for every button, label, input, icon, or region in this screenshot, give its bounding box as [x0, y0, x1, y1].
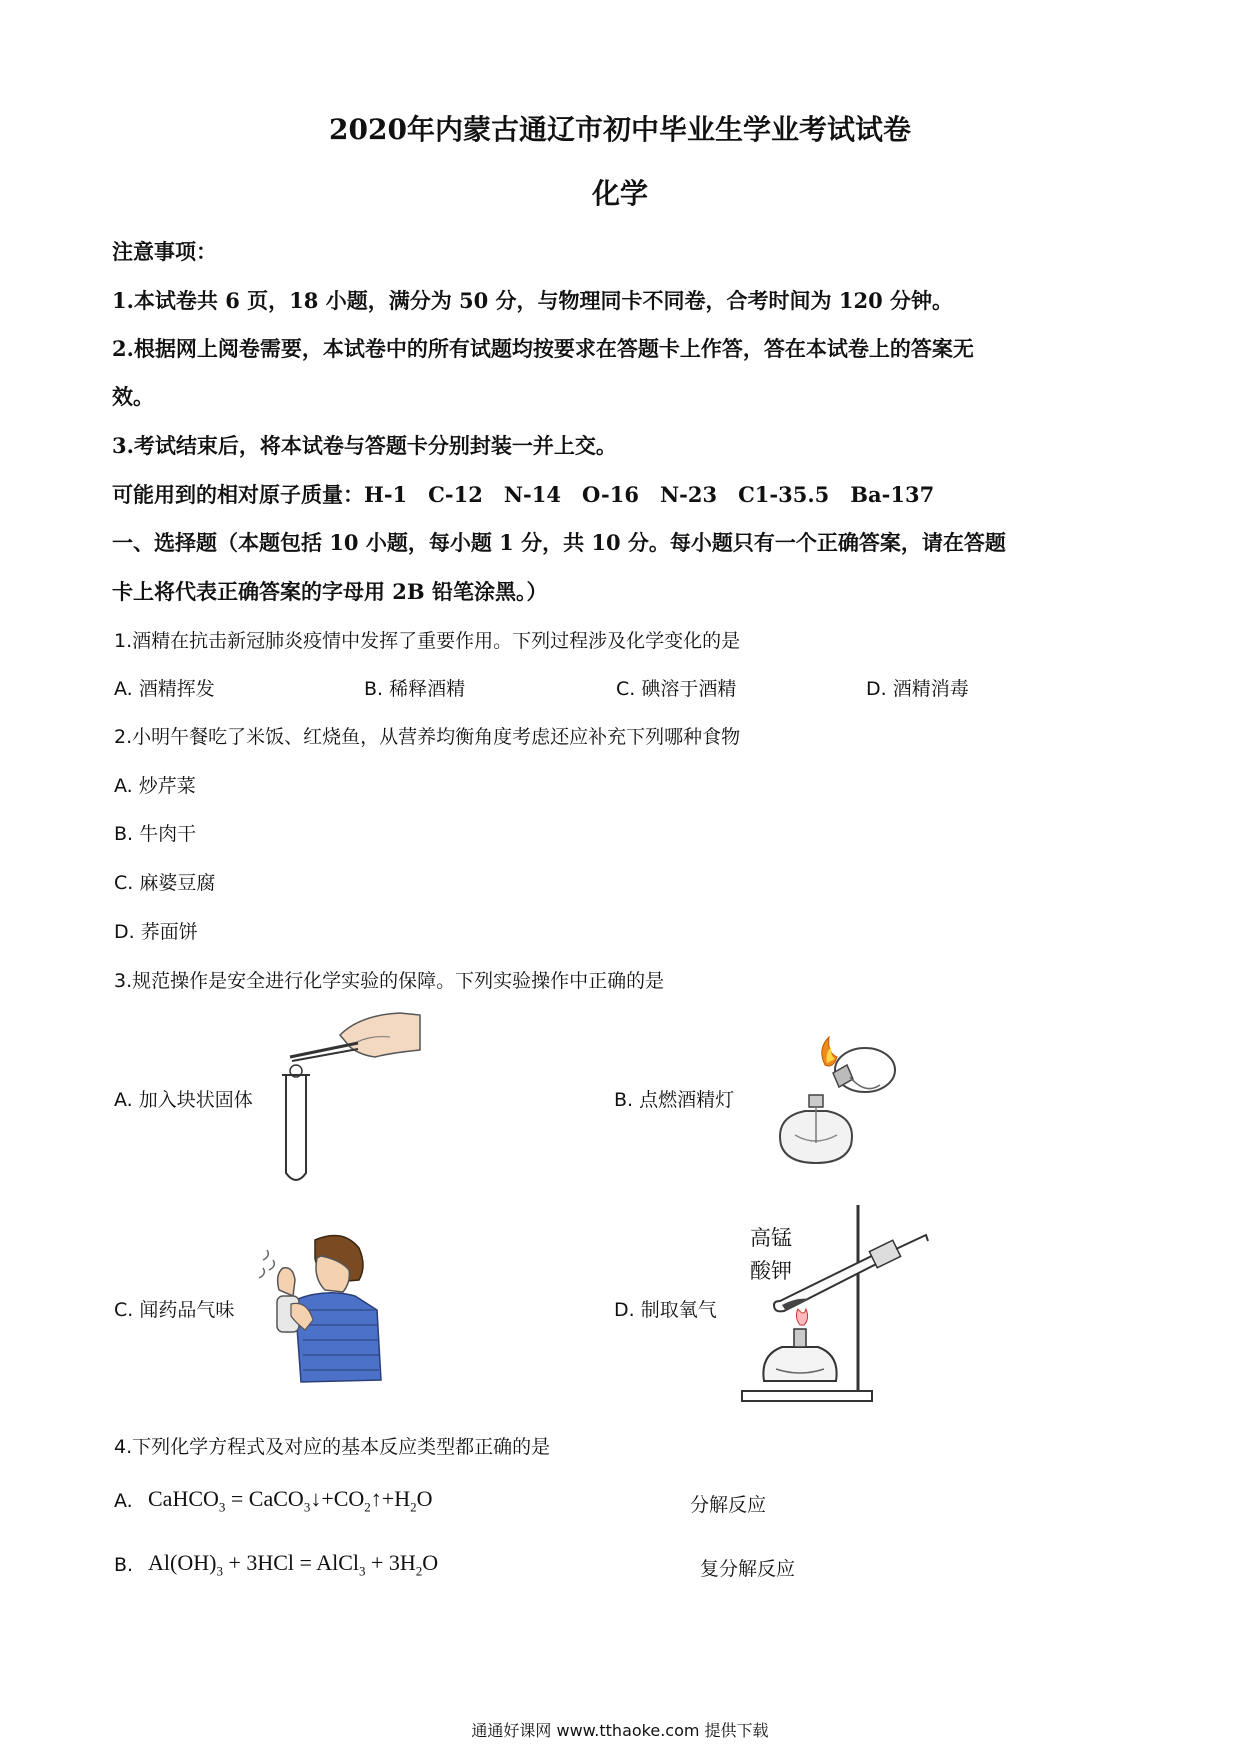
question-4-stem: 4.下列化学方程式及对应的基本反应类型都正确的是: [114, 1436, 551, 1458]
figure-prepare-oxygen: [740, 1205, 940, 1405]
figure-add-solid: [280, 1005, 430, 1190]
figure-label-line2: 酸钾: [750, 1259, 792, 1283]
notice-item-2-cont: 效。: [112, 384, 154, 409]
section1-line2: 卡上将代表正确答案的字母用 2B 铅笔涂黑。）: [112, 579, 548, 604]
notice-heading: 注意事项：: [112, 239, 217, 264]
question-3-option-c: C. 闻药品气味: [114, 1299, 235, 1321]
question-2-stem: 2.小明午餐吃了米饭、红烧鱼，从营养均衡角度考虑还应补充下列哪种食物: [114, 726, 741, 748]
question-3-option-b: B. 点燃酒精灯: [614, 1089, 735, 1111]
subject-title: 化学: [591, 177, 648, 210]
question-3-option-a: A. 加入块状固体: [114, 1089, 253, 1111]
question-3-option-d: D. 制取氧气: [614, 1299, 717, 1321]
question-4-option-a-type: 分解反应: [690, 1494, 767, 1516]
section1-line1: 一、选择题（本题包括 10 小题，每小题 1 分，共 10 分。每小题只有一个正确答案，请在答题: [112, 530, 1006, 555]
question-3-stem: 3.规范操作是安全进行化学实验的保障。下列实验操作中正确的是: [114, 970, 665, 992]
question-1-option-a: A. 酒精挥发: [114, 678, 215, 700]
question-2-option-b: B. 牛肉干: [114, 823, 197, 845]
question-2-option-d: D. 荞面饼: [114, 921, 198, 943]
question-1-option-b: B. 稀释酒精: [364, 678, 466, 700]
question-2-option-c: C. 麻婆豆腐: [114, 872, 216, 894]
question-4-option-b-letter: B.: [114, 1554, 134, 1576]
question-1-option-c: C. 碘溶于酒精: [616, 678, 737, 700]
question-1-option-d: D. 酒精消毒: [866, 678, 969, 700]
question-4-option-b-type: 复分解反应: [700, 1558, 796, 1580]
notice-item-3: 3.考试结束后，将本试卷与答题卡分别封装一并上交。: [112, 433, 617, 458]
question-4-option-b-equation: $Al(OH)_3 + 3HCl$ = AlCl$_3$ + $3H_2O$: [148, 1550, 439, 1579]
page-footer: 通通好课网 www.tthaoke.com 提供下载: [471, 1721, 769, 1740]
exam-title: 2020年内蒙古通辽市初中毕业生学业考试试卷: [329, 113, 911, 146]
question-4-option-a-equation: CaHCO$_3$ = $CaCO_3↓+CO_2↑+H_2O$: [148, 1486, 433, 1515]
figure-label-line1: 高锰: [750, 1226, 792, 1250]
notice-item-1: 1.本试卷共 6 页，18 小题，满分为 50 分，与物理同卡不同卷，合考时间为 120 分钟。: [112, 288, 953, 313]
notice-item-2: 2.根据网上阅卷需要，本试卷中的所有试题均按要求在答题卡上作答，答在本试卷上的答案无: [112, 336, 974, 361]
figure-smell-chemical: [255, 1230, 395, 1390]
atomic-masses: 可能用到的相对原子质量：H-1 C-12 N-14 O-16 N-23 C1-35.5 Ba-137: [112, 482, 935, 507]
question-2-option-a: A. 炒芹菜: [114, 775, 196, 797]
question-1-stem: 1.酒精在抗击新冠肺炎疫情中发挥了重要作用。下列过程涉及化学变化的是: [114, 630, 741, 652]
question-4-option-a-letter: A.: [114, 1490, 133, 1512]
figure-light-lamp: [765, 1035, 905, 1175]
